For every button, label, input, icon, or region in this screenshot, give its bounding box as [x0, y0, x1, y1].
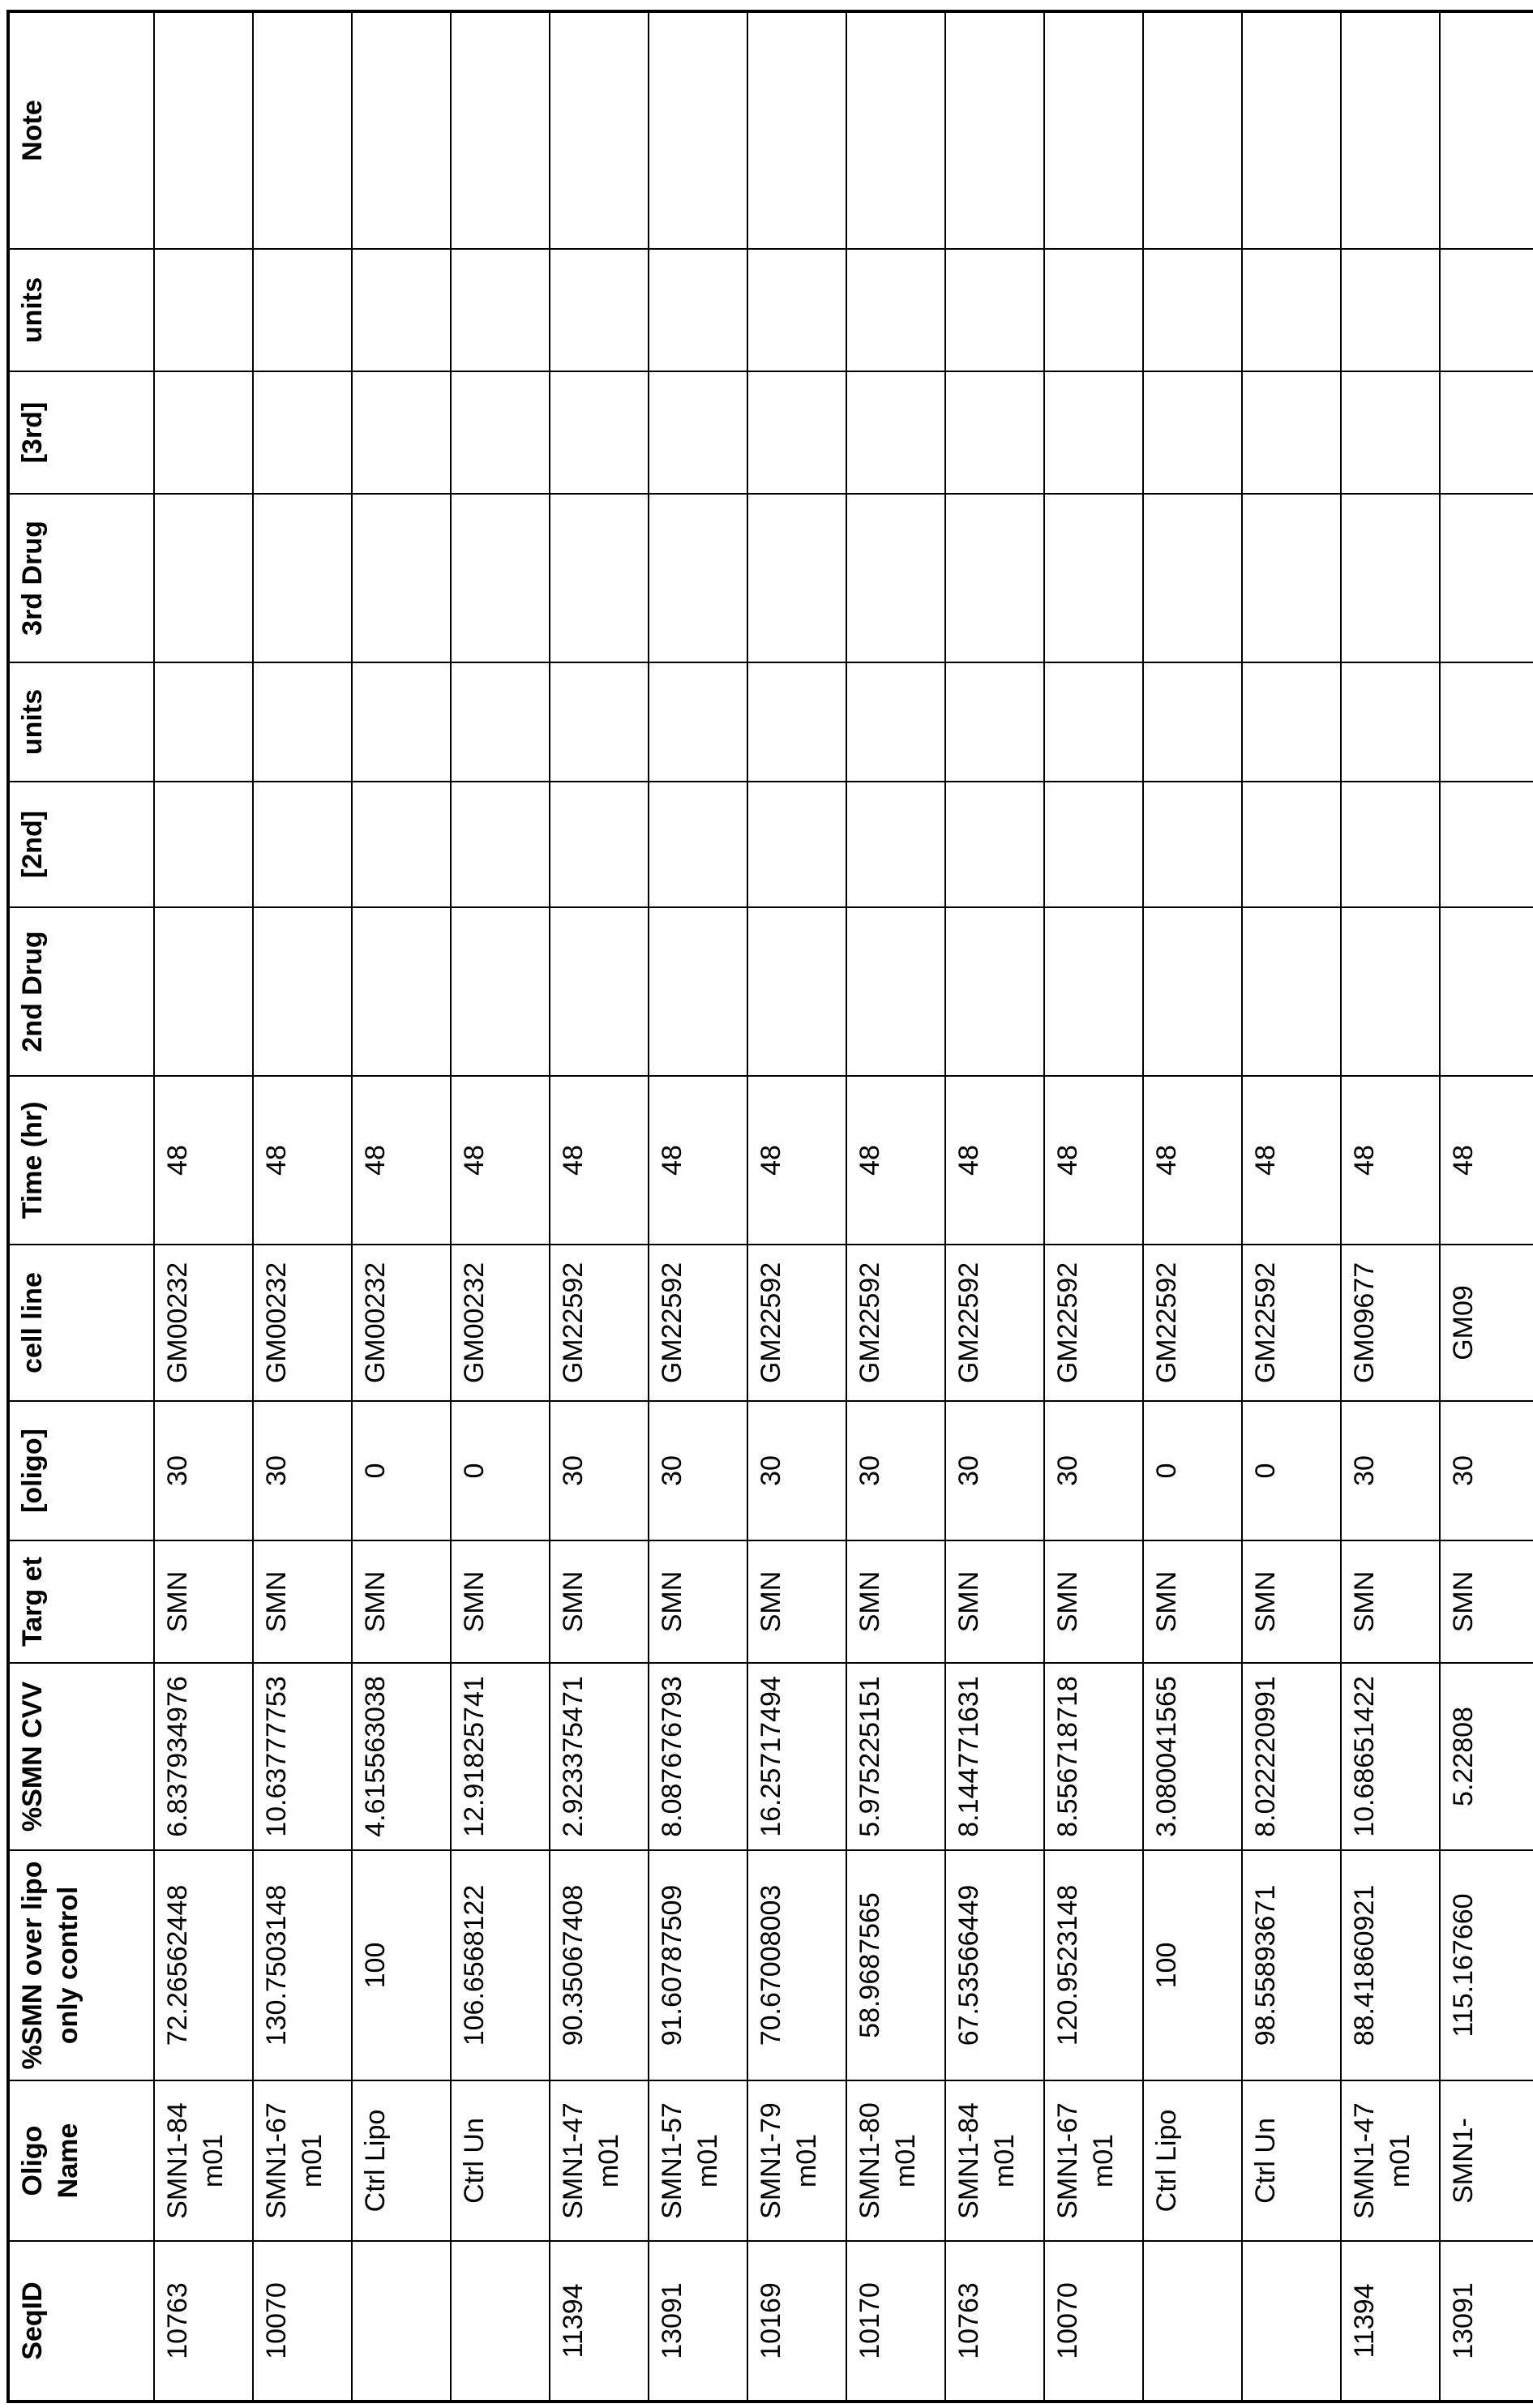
table-cell: [747, 662, 846, 782]
table-cell: [1440, 494, 1533, 662]
table-cell: 6.837934976: [154, 1663, 253, 1850]
table-cell: GM22592: [747, 1245, 846, 1401]
table-row: [945, 11, 1044, 2402]
column-header: units: [8, 662, 154, 782]
column-header: cell line: [8, 1245, 154, 1401]
table-cell: [1044, 371, 1143, 494]
column-header: [oligo]: [8, 1401, 154, 1540]
table-cell: GM22592: [550, 1245, 649, 1401]
column-header: [2nd]: [8, 782, 154, 907]
table-cell: [550, 494, 649, 662]
table-cell: SMN1-: [1440, 2080, 1533, 2241]
table-cell: [1242, 494, 1341, 662]
table-cell: [451, 782, 550, 907]
table-cell: 10169: [747, 2241, 846, 2402]
table-cell: SMN: [451, 1540, 550, 1663]
table-cell: 58.9687565: [846, 1850, 945, 2080]
table-cell: 30: [253, 1401, 352, 1540]
table-cell: 48: [1242, 1076, 1341, 1245]
table-cell: 72.26562448: [154, 1850, 253, 2080]
table-cell: [747, 249, 846, 371]
table-cell: 10070: [253, 2241, 352, 2402]
table-cell: GM22592: [1242, 1245, 1341, 1401]
table-cell: 10.68651422: [1341, 1663, 1440, 1850]
table-cell: 16.25717494: [747, 1663, 846, 1850]
table-cell: 10.63777753: [253, 1663, 352, 1850]
table-cell: [352, 494, 451, 662]
table-cell: [352, 249, 451, 371]
table-cell: [451, 249, 550, 371]
table-cell: SMN1-79 m01: [747, 2080, 846, 2241]
table-cell: GM09677: [1341, 1245, 1440, 1401]
table-cell: SMN: [1341, 1540, 1440, 1663]
table-cell: SMN1-84 m01: [945, 2080, 1044, 2241]
table-cell: 30: [846, 1401, 945, 1540]
table-cell: SMN1-67 m01: [253, 2080, 352, 2241]
table-cell: [1242, 249, 1341, 371]
table-cell: [352, 2241, 451, 2402]
table-cell: [747, 907, 846, 1076]
table-cell: 13091: [1440, 2241, 1533, 2402]
table-cell: SMN: [846, 1540, 945, 1663]
table-cell: [846, 249, 945, 371]
table-cell: [649, 662, 747, 782]
table-cell: 8.087676793: [649, 1663, 747, 1850]
table-cell: [1044, 11, 1143, 249]
table-cell: [649, 249, 747, 371]
table-cell: 48: [846, 1076, 945, 1245]
table-cell: 48: [945, 1076, 1044, 1245]
table-row: [1341, 11, 1440, 2402]
table-cell: [154, 782, 253, 907]
table-cell: 100: [1143, 1850, 1242, 2080]
table-cell: 48: [253, 1076, 352, 1245]
table-cell: [550, 371, 649, 494]
table-cell: 30: [649, 1401, 747, 1540]
table-cell: 30: [154, 1401, 253, 1540]
table-cell: [154, 11, 253, 249]
table-cell: SMN: [1440, 1540, 1533, 1663]
table-cell: [1143, 907, 1242, 1076]
table-cell: [253, 11, 352, 249]
table-cell: 11394: [1341, 2241, 1440, 2402]
table-cell: [1341, 11, 1440, 249]
table-cell: 30: [945, 1401, 1044, 1540]
table-cell: 0: [1242, 1401, 1341, 1540]
table-cell: GM00232: [451, 1245, 550, 1401]
table-cell: GM22592: [945, 1245, 1044, 1401]
table-cell: 130.7503148: [253, 1850, 352, 2080]
table-cell: SMN: [154, 1540, 253, 1663]
table-cell: 30: [550, 1401, 649, 1540]
table-cell: SMN: [1143, 1540, 1242, 1663]
table-cell: 48: [1440, 1076, 1533, 1245]
table-cell: [1341, 907, 1440, 1076]
table-cell: GM00232: [352, 1245, 451, 1401]
table-cell: [846, 494, 945, 662]
table-cell: [747, 11, 846, 249]
table-cell: [945, 249, 1044, 371]
table-cell: SMN: [253, 1540, 352, 1663]
table-row: [451, 11, 550, 2402]
table-cell: 48: [154, 1076, 253, 1245]
table-cell: [1341, 782, 1440, 907]
table-cell: SMN1-67 m01: [1044, 2080, 1143, 2241]
column-header: Time (hr): [8, 1076, 154, 1245]
table-cell: [649, 494, 747, 662]
table-cell: [1341, 494, 1440, 662]
table-cell: [1044, 782, 1143, 907]
table-cell: SMN: [550, 1540, 649, 1663]
table-cell: [550, 249, 649, 371]
column-header: 2nd Drug: [8, 907, 154, 1076]
table-cell: [1242, 371, 1341, 494]
table-cell: [1440, 249, 1533, 371]
table-cell: [1044, 249, 1143, 371]
table-cell: 10763: [945, 2241, 1044, 2402]
table-cell: [1143, 662, 1242, 782]
table-cell: 91.60787509: [649, 1850, 747, 2080]
table-cell: [1143, 11, 1242, 249]
table-row: [1044, 11, 1143, 2402]
table-cell: [352, 371, 451, 494]
table-cell: 30: [747, 1401, 846, 1540]
table-cell: [154, 662, 253, 782]
table-cell: 67.53566449: [945, 1850, 1044, 2080]
table-cell: 0: [451, 1401, 550, 1540]
table-cell: [1242, 662, 1341, 782]
table-cell: 48: [451, 1076, 550, 1245]
column-header: %SMN over lipo only control: [8, 1850, 154, 2080]
table-cell: 48: [1143, 1076, 1242, 1245]
table-cell: GM22592: [846, 1245, 945, 1401]
table-cell: GM00232: [253, 1245, 352, 1401]
table-cell: [253, 494, 352, 662]
table-cell: 5.22808: [1440, 1663, 1533, 1850]
table-row: [352, 11, 451, 2402]
table-cell: 120.9523148: [1044, 1850, 1143, 2080]
column-header: Oligo Name: [8, 2080, 154, 2241]
table-row: [550, 11, 649, 2402]
table-cell: 10763: [154, 2241, 253, 2402]
table-cell: [1143, 371, 1242, 494]
table-cell: [451, 907, 550, 1076]
table-cell: [1440, 371, 1533, 494]
table-cell: 48: [352, 1076, 451, 1245]
table-cell: [154, 371, 253, 494]
table-cell: [649, 907, 747, 1076]
table-cell: GM22592: [1143, 1245, 1242, 1401]
table-cell: SMN: [649, 1540, 747, 1663]
table-cell: SMN1-47 m01: [1341, 2080, 1440, 2241]
table-cell: [945, 662, 1044, 782]
table-cell: [1440, 782, 1533, 907]
table-cell: [1440, 907, 1533, 1076]
table-cell: [649, 371, 747, 494]
table-cell: SMN1-84 m01: [154, 2080, 253, 2241]
table-cell: 3.080041565: [1143, 1663, 1242, 1850]
table-row: [1242, 11, 1341, 2402]
table-cell: Ctrl Un: [1242, 2080, 1341, 2241]
table-cell: 106.6568122: [451, 1850, 550, 2080]
table-cell: 10170: [846, 2241, 945, 2402]
column-header: Targ et: [8, 1540, 154, 1663]
table-cell: [451, 494, 550, 662]
table-cell: [1242, 2241, 1341, 2402]
table-cell: 8.022220991: [1242, 1663, 1341, 1850]
table-cell: 48: [747, 1076, 846, 1245]
table-cell: [1341, 249, 1440, 371]
table-cell: [846, 371, 945, 494]
table-row: [846, 11, 945, 2402]
table-cell: [451, 371, 550, 494]
table-cell: [846, 782, 945, 907]
table-cell: [649, 11, 747, 249]
table-cell: [1242, 11, 1341, 249]
table-cell: SMN1-47 m01: [550, 2080, 649, 2241]
table-cell: 115.167660: [1440, 1850, 1533, 2080]
table-cell: [945, 782, 1044, 907]
table-cell: 30: [1440, 1401, 1533, 1540]
table-cell: [945, 11, 1044, 249]
header-row: [8, 11, 154, 2402]
table-row: [649, 11, 747, 2402]
table-cell: 48: [1341, 1076, 1440, 1245]
table-cell: [253, 249, 352, 371]
table-cell: [550, 782, 649, 907]
table-cell: [945, 907, 1044, 1076]
table-cell: [352, 782, 451, 907]
table-cell: 100: [352, 1850, 451, 2080]
table-cell: 11394: [550, 2241, 649, 2402]
table-cell: [1044, 662, 1143, 782]
table-cell: [945, 371, 1044, 494]
table-cell: [451, 2241, 550, 2402]
table-cell: [154, 907, 253, 1076]
table-cell: GM09: [1440, 1245, 1533, 1401]
table-row: [154, 11, 253, 2402]
table-cell: [1044, 907, 1143, 1076]
column-header: [3rd]: [8, 371, 154, 494]
table-cell: [649, 782, 747, 907]
column-header: 3rd Drug: [8, 494, 154, 662]
table-cell: [747, 782, 846, 907]
table-cell: 30: [1341, 1401, 1440, 1540]
table-row: [747, 11, 846, 2402]
table-cell: [154, 249, 253, 371]
table-cell: [846, 907, 945, 1076]
table-cell: SMN1-57 m01: [649, 2080, 747, 2241]
table-cell: [945, 494, 1044, 662]
table-cell: [352, 662, 451, 782]
table-cell: [1143, 2241, 1242, 2402]
table-cell: [846, 11, 945, 249]
column-header: SeqID: [8, 2241, 154, 2402]
table-cell: 48: [550, 1076, 649, 1245]
table-cell: 88.41860921: [1341, 1850, 1440, 2080]
table-cell: [1242, 907, 1341, 1076]
table-cell: [747, 371, 846, 494]
table-cell: [1143, 782, 1242, 907]
table-cell: [253, 907, 352, 1076]
table-cell: [1341, 371, 1440, 494]
table-cell: 0: [1143, 1401, 1242, 1540]
table-cell: SMN: [945, 1540, 1044, 1663]
table-cell: 8.144771631: [945, 1663, 1044, 1850]
table-cell: [550, 11, 649, 249]
table-cell: [154, 494, 253, 662]
table-cell: SMN: [352, 1540, 451, 1663]
table-cell: 4.615563038: [352, 1663, 451, 1850]
table-cell: [1242, 782, 1341, 907]
table-cell: Ctrl Un: [451, 2080, 550, 2241]
table-cell: 98.55893671: [1242, 1850, 1341, 2080]
table-cell: Ctrl Lipo: [1143, 2080, 1242, 2241]
table-cell: 30: [1044, 1401, 1143, 1540]
table-cell: SMN: [1044, 1540, 1143, 1663]
table-cell: [253, 662, 352, 782]
table-cell: 10070: [1044, 2241, 1143, 2402]
column-header: Note: [8, 11, 154, 249]
rotated-page: [0, 0, 1533, 2408]
table-cell: 0: [352, 1401, 451, 1540]
table-cell: [253, 371, 352, 494]
table-cell: GM22592: [1044, 1245, 1143, 1401]
table-cell: SMN: [747, 1540, 846, 1663]
table-cell: [1440, 662, 1533, 782]
table-cell: [550, 662, 649, 782]
table-cell: [1440, 11, 1533, 249]
table-cell: 13091: [649, 2241, 747, 2402]
column-header: units: [8, 249, 154, 371]
table-cell: 48: [1044, 1076, 1143, 1245]
table-cell: SMN1-80 m01: [846, 2080, 945, 2241]
table-cell: [1143, 249, 1242, 371]
table-cell: 5.975225151: [846, 1663, 945, 1850]
table-cell: 90.35067408: [550, 1850, 649, 2080]
table-cell: 8.556718718: [1044, 1663, 1143, 1850]
table-cell: 12.91825741: [451, 1663, 550, 1850]
table-cell: [550, 907, 649, 1076]
table-cell: 2.923375471: [550, 1663, 649, 1850]
table-cell: SMN: [1242, 1540, 1341, 1663]
table-cell: [451, 662, 550, 782]
table-cell: 70.67008003: [747, 1850, 846, 2080]
table-cell: [352, 11, 451, 249]
table-row: [1143, 11, 1242, 2402]
table-cell: [747, 494, 846, 662]
table-cell: 48: [649, 1076, 747, 1245]
table-cell: [253, 782, 352, 907]
table-cell: [1341, 662, 1440, 782]
column-header: %SMN CVV: [8, 1663, 154, 1850]
table-cell: [1143, 494, 1242, 662]
data-table: [6, 10, 1533, 2403]
table-cell: [352, 907, 451, 1076]
table-cell: GM00232: [154, 1245, 253, 1401]
table-cell: [451, 11, 550, 249]
table-cell: GM22592: [649, 1245, 747, 1401]
table-cell: [846, 662, 945, 782]
table-cell: Ctrl Lipo: [352, 2080, 451, 2241]
table-cell: [1044, 494, 1143, 662]
table-row: [1440, 11, 1533, 2402]
table-row: [253, 11, 352, 2402]
